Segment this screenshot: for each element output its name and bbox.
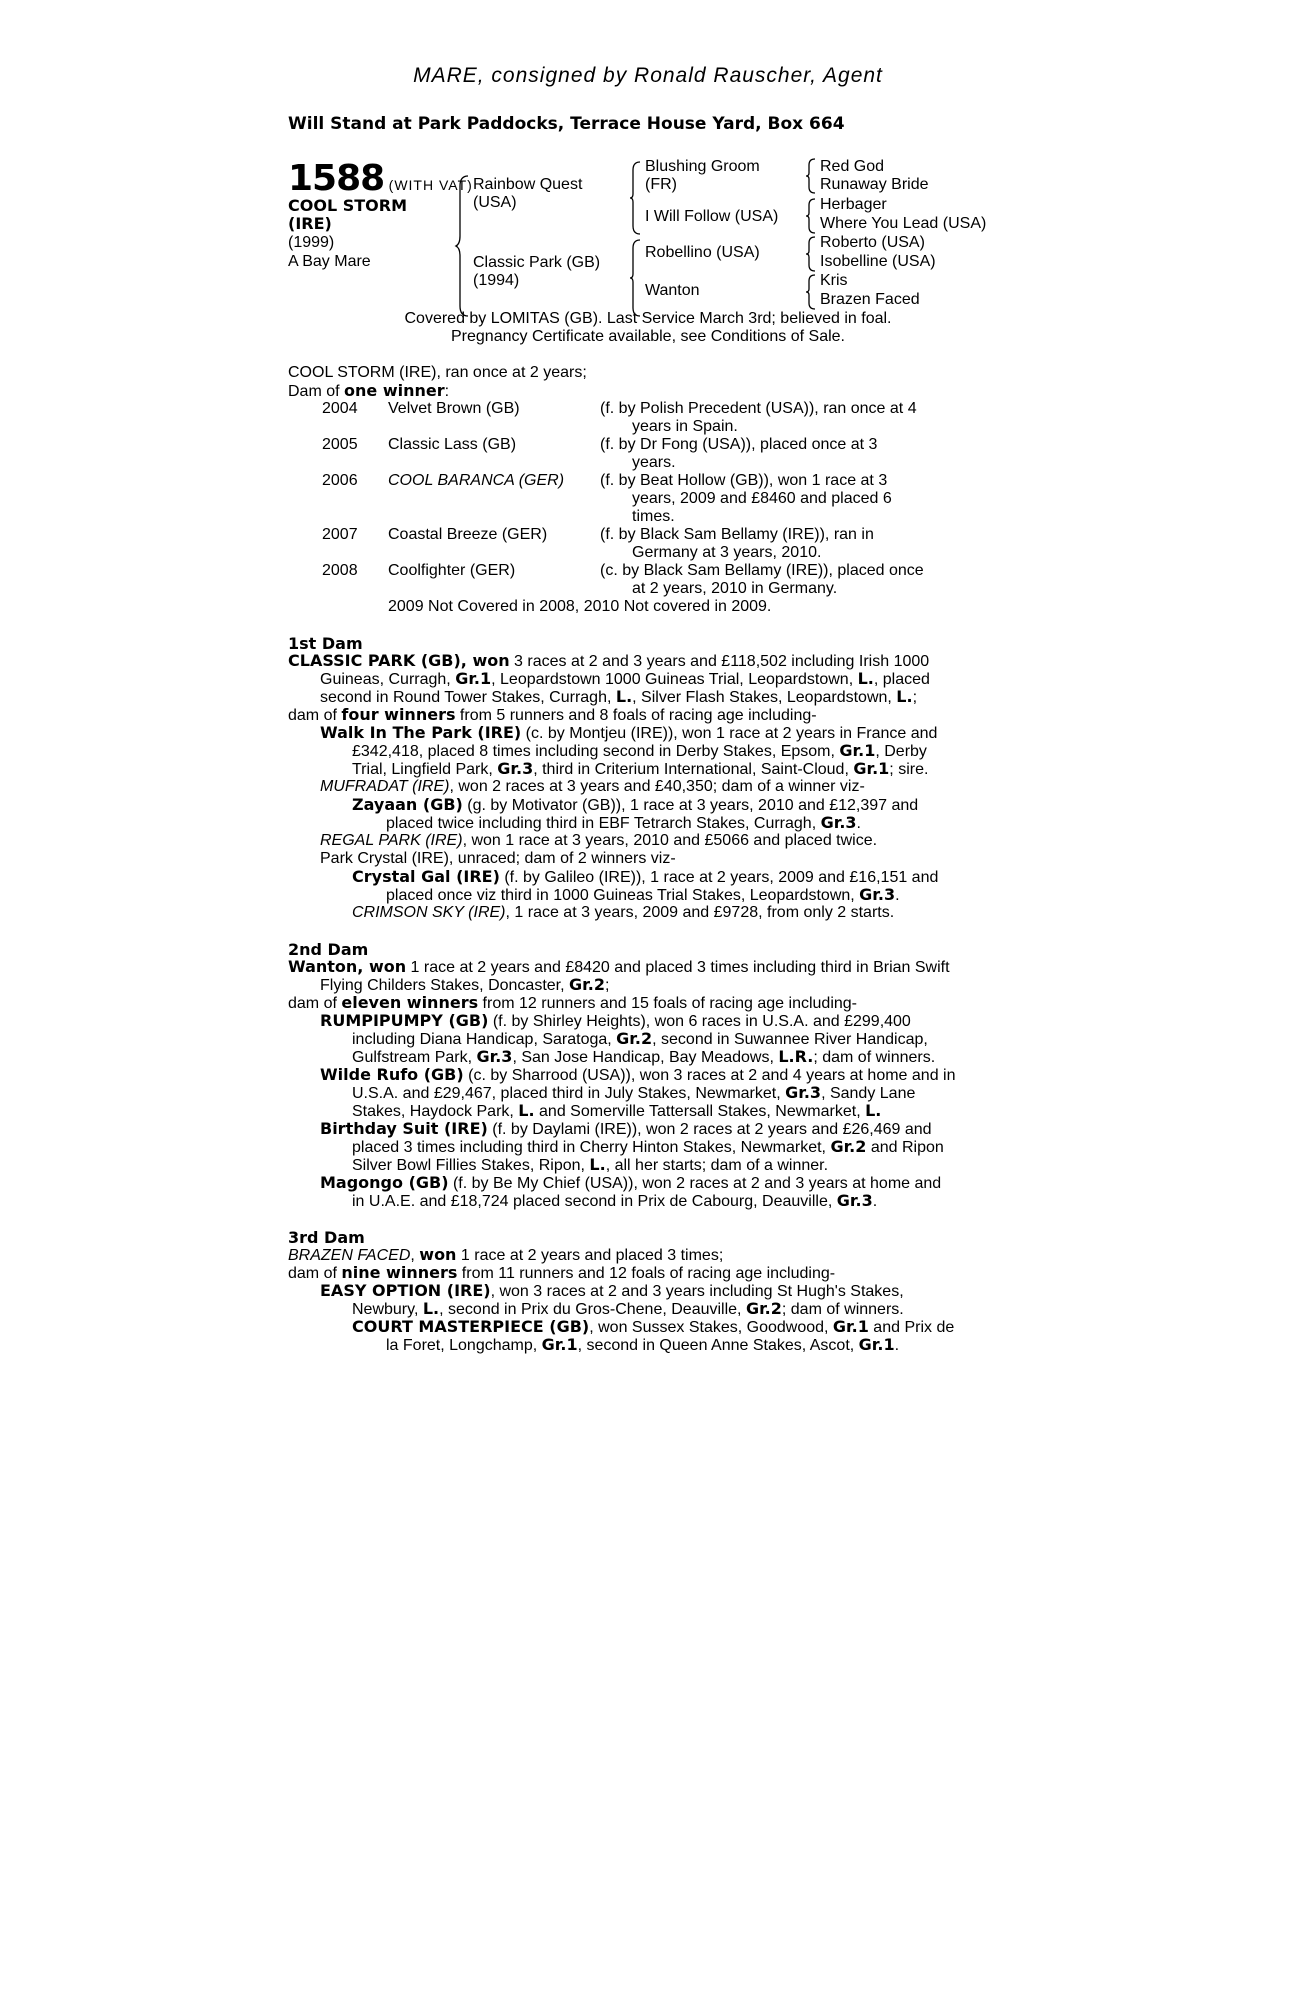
first-dam-entry: £342,418, placed 8 times including second in Derby Stakes, Epsom, Gr.1, Derby <box>352 741 927 760</box>
bracket-dd <box>804 272 818 312</box>
third-dam-heading: 3rd Dam <box>288 1228 365 1247</box>
first-dam-line: second in Round Tower Stakes, Curragh, L., Silver Flash Stakes, Leopardstown, L.; <box>320 687 918 706</box>
ped-dsd: Isobelline (USA) <box>820 253 936 270</box>
ped-sss: Red God <box>820 158 885 175</box>
dam-year: (1994) <box>473 272 520 289</box>
pedigree-bracket-main <box>454 172 472 320</box>
second-dam-entry: Birthday Suit (IRE) (f. by Daylami (IRE)), won 2 races at 2 years and £26,469 and <box>320 1119 932 1138</box>
lot-number: 1588 <box>288 158 385 199</box>
sire-name: Rainbow Quest <box>473 176 583 193</box>
sire-country: (USA) <box>473 194 517 211</box>
page-title: MARE, consigned by Ronald Rauscher, Agent <box>413 64 883 87</box>
ped-ddd: Brazen Faced <box>820 291 920 308</box>
ped-dds: Kris <box>820 272 848 289</box>
first-dam-entry: Trial, Lingfield Park, Gr.3, third in Criterium International, Saint-Cloud, Gr.1; sire. <box>352 759 929 778</box>
first-dam-entry: placed twice including third in EBF Tetrarch Stakes, Curragh, Gr.3. <box>386 813 861 832</box>
second-dam-entry: Magongo (GB) (f. by Be My Chief (USA)), won 2 races at 2 and 3 years at home and <box>320 1173 942 1192</box>
covered-line: Covered by LOMITAS (GB). Last Service March 3rd; believed in foal. <box>404 310 892 327</box>
second-dam-entry: RUMPIPUMPY (GB) (f. by Shirley Heights), won 6 races in U.S.A. and £299,400 <box>320 1011 911 1030</box>
first-dam-entry: REGAL PARK (IRE), won 1 race at 3 years, 2010 and £5066 and placed twice. <box>320 832 878 849</box>
stand-location: Will Stand at Park Paddocks, Terrace House Yard, Box 664 <box>288 114 845 134</box>
first-dam-heading: 1st Dam <box>288 634 363 653</box>
ped-sdd: Where You Lead (USA) <box>820 215 987 232</box>
first-dam-line: dam of four winners from 5 runners and 8 foals of racing age including- <box>288 705 817 724</box>
first-dam-entry: Zayaan (GB) (g. by Motivator (GB)), 1 race at 3 years, 2010 and £12,397 and <box>352 795 919 814</box>
produce-dam-of: Dam of one winner: <box>288 381 450 400</box>
lot-header <box>288 158 473 199</box>
ped-dss: Roberto (USA) <box>820 234 925 251</box>
horse-year: (1999) <box>288 234 335 251</box>
second-dam-line: Wanton, won 1 race at 2 years and £8420 and placed 3 times including third in Brian Swift <box>288 957 950 976</box>
horse-description: A Bay Mare <box>288 253 371 270</box>
third-dam-line: BRAZEN FACED, won 1 race at 2 years and placed 3 times; <box>288 1245 724 1264</box>
sire-dam-name: I Will Follow (USA) <box>645 208 779 225</box>
second-dam-entry: Stakes, Haydock Park, L. and Somerville Tattersall Stakes, Newmarket, L. <box>352 1101 882 1120</box>
third-dam-entry: Newbury, L., second in Prix du Gros-Chene, Deauville, Gr.2; dam of winners. <box>352 1299 904 1318</box>
produce-intro: COOL STORM (IRE), ran once at 2 years; <box>288 364 587 381</box>
bracket-sd <box>804 196 818 236</box>
horse-country: (IRE) <box>288 214 332 233</box>
second-dam-line: Flying Childers Stakes, Doncaster, Gr.2; <box>320 975 610 994</box>
second-dam-entry: U.S.A. and £29,467, placed third in July Stakes, Newmarket, Gr.3, Sandy Lane <box>352 1083 916 1102</box>
second-dam-entry: Wilde Rufo (GB) (c. by Sharrood (USA)), won 3 races at 2 and 4 years at home and in <box>320 1065 956 1084</box>
second-dam-entry: placed 3 times including third in Cherry Hinton Stakes, Newmarket, Gr.2 and Ripon <box>352 1137 944 1156</box>
second-dam-entry: Gulfstream Park, Gr.3, San Jose Handicap, Bay Meadows, L.R.; dam of winners. <box>352 1047 936 1066</box>
produce-table: 2004 Velvet Brown (GB) (f. by Polish Precedent (USA)), ran once at 4 years in Spain. 2005 Classic Lass (GB) (f. by Dr Fong (USA)), placed once at 3 years. 2006 COOL BARANCA (GER) (f. by Beat Hollow (GB)), won 1 race at 3 years, 2009 and £8460 and placed 6 times. 2007 Coastal Breeze (GER) (f. by Black Sam Bellamy (IRE)), ran in Germany at 3 years, 2010. 2008 Coolfighter (GER) (c. by Black Sam Bellamy (IRE)), placed once at 2 years, 2010 in Germany. <box>322 400 924 597</box>
produce-note: 2009 Not Covered in 2008, 2010 Not covered in 2009. <box>388 598 772 615</box>
third-dam-entry: COURT MASTERPIECE (GB), won Sussex Stakes, Goodwood, Gr.1 and Prix de <box>352 1317 955 1336</box>
ped-sds: Herbager <box>820 196 887 213</box>
vat-note: (WITH VAT) <box>388 177 473 193</box>
second-dam-entry: including Diana Handicap, Saratoga, Gr.2, second in Suwannee River Handicap, <box>352 1029 928 1048</box>
bracket-ss <box>804 156 818 196</box>
first-dam-line: CLASSIC PARK (GB), won 3 races at 2 and 3 years and £118,502 including Irish 1000 <box>288 651 930 670</box>
third-dam-line: dam of nine winners from 11 runners and 12 foals of racing age including- <box>288 1263 836 1282</box>
dam-sire-name: Robellino (USA) <box>645 244 760 261</box>
first-dam-entry: CRIMSON SKY (IRE), 1 race at 3 years, 2009 and £9728, from only 2 starts. <box>352 904 895 921</box>
pedigree-bracket-sire <box>628 158 644 238</box>
third-dam-entry: la Foret, Longchamp, Gr.1, second in Queen Anne Stakes, Ascot, Gr.1. <box>386 1335 900 1354</box>
ped-ssd: Runaway Bride <box>820 176 929 193</box>
pregnancy-line: Pregnancy Certificate available, see Conditions of Sale. <box>451 328 845 345</box>
sire-sire-country: (FR) <box>645 176 677 193</box>
first-dam-line: Guineas, Curragh, Gr.1, Leopardstown 1000 Guineas Trial, Leopardstown, L., placed <box>320 669 930 688</box>
first-dam-entry: Walk In The Park (IRE) (c. by Montjeu (IRE)), won 1 race at 2 years in France and <box>320 723 938 742</box>
second-dam-entry: Silver Bowl Fillies Stakes, Ripon, L., all her starts; dam of a winner. <box>352 1155 829 1174</box>
second-dam-line: dam of eleven winners from 12 runners and 15 foals of racing age including- <box>288 993 857 1012</box>
dam-dam-name: Wanton <box>645 282 700 299</box>
third-dam-entry: EASY OPTION (IRE), won 3 races at 2 and 3 years including St Hugh's Stakes, <box>320 1281 904 1300</box>
horse-name: COOL STORM <box>288 196 407 215</box>
first-dam-entry: Park Crystal (IRE), unraced; dam of 2 winners viz- <box>320 850 676 867</box>
first-dam-entry: MUFRADAT (IRE), won 2 races at 3 years and £40,350; dam of a winner viz- <box>320 778 865 795</box>
bracket-ds <box>804 234 818 274</box>
first-dam-entry: Crystal Gal (IRE) (f. by Galileo (IRE)), 1 race at 2 years, 2009 and £16,151 and <box>352 867 939 886</box>
dam-name: Classic Park (GB) <box>473 254 601 271</box>
first-dam-entry: placed once viz third in 1000 Guineas Trial Stakes, Leopardstown, Gr.3. <box>386 885 900 904</box>
second-dam-entry: in U.A.E. and £18,724 placed second in Prix de Cabourg, Deauville, Gr.3. <box>352 1191 878 1210</box>
pedigree-bracket-dam <box>628 236 644 320</box>
second-dam-heading: 2nd Dam <box>288 940 369 959</box>
sire-sire-name: Blushing Groom <box>645 158 760 175</box>
